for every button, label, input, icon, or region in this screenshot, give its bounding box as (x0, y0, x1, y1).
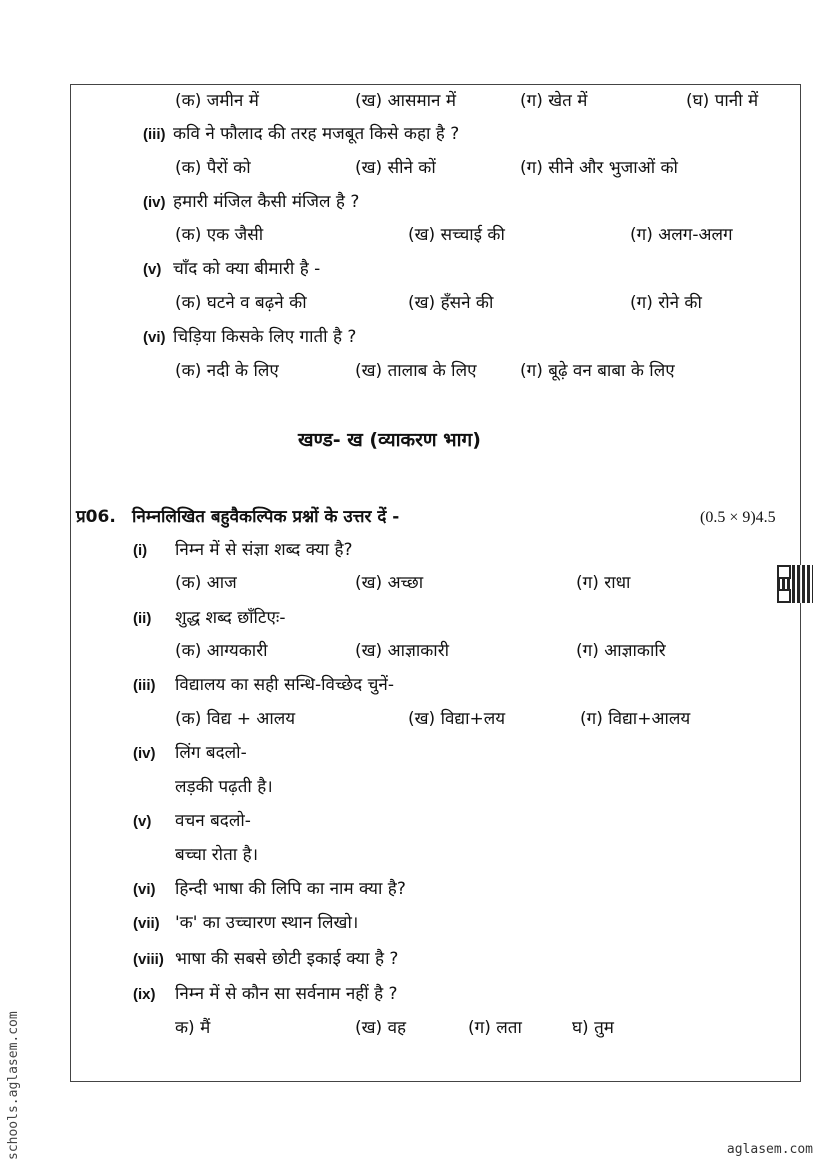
question-6-label: प्र06. (76, 507, 116, 527)
question-number: (iii) (133, 677, 156, 694)
answer-option: (ख) आज्ञाकारी (355, 641, 450, 661)
question-text: हमारी मंजिल कैसी मंजिल है ? (173, 192, 360, 212)
answer-option: (क) पैरों को (175, 158, 251, 178)
question-text: विद्यालय का सही सन्धि-विच्छेद चुनें- (175, 675, 394, 695)
answer-option: (ग) आज्ञाकारि (576, 641, 666, 661)
answer-option: (ख) हँसने की (408, 293, 494, 313)
question-text: बच्चा रोता है। (175, 845, 259, 865)
question-text: भाषा की सबसे छोटी इकाई क्या है ? (175, 949, 399, 969)
answer-option: (ग) रोने की (630, 293, 702, 313)
answer-option: (ग) अलग-अलग (630, 225, 733, 245)
answer-option: (क) घटने व बढ़ने की (175, 293, 307, 313)
answer-option: घ) तुम (572, 1018, 614, 1038)
answer-option: (घ) पानी में (686, 91, 759, 111)
question-text: शुद्ध शब्द छाँटिएः- (175, 608, 286, 628)
question-text: कवि ने फौलाद की तरह मजबूत किसे कहा है ? (173, 124, 460, 144)
answer-option: (क) विद्य + आलय (175, 709, 296, 729)
answer-option: (ख) वह (355, 1018, 407, 1038)
answer-option: (क) आग्यकारी (175, 641, 268, 661)
answer-option: (ख) सीने कों (355, 158, 436, 178)
side-watermark: schools.aglasem.com (6, 1011, 21, 1160)
answer-option: (ख) अच्छा (355, 573, 424, 593)
bottom-watermark: aglasem.com (726, 1142, 813, 1157)
question-number: (ix) (133, 986, 156, 1003)
question-number: (v) (133, 813, 152, 830)
qr-code (777, 565, 813, 603)
question-number: (viii) (133, 951, 164, 968)
question-6-text: निम्नलिखित बहुवैकल्पिक प्रश्नों के उत्तर दें - (132, 507, 400, 527)
answer-option: (ख) आसमान में (355, 91, 457, 111)
question-text: लड़की पढ़ती है। (175, 777, 273, 797)
answer-option: (ग) राधा (576, 573, 631, 593)
question-number: (ii) (133, 610, 152, 627)
question-text: लिंग बदलो- (175, 743, 247, 763)
question-number: (iv) (143, 194, 166, 211)
question-text: चाँद को क्या बीमारी है - (173, 259, 321, 279)
answer-option: (ग) सीने और भुजाओं को (520, 158, 678, 178)
question-number: (vii) (133, 915, 160, 932)
answer-option: (क) आज (175, 573, 237, 593)
question-6-marks: (0.5 × 9)4.5 (700, 509, 776, 526)
section-heading: खण्ड- ख (व्याकरण भाग) (298, 429, 481, 451)
question-text: वचन बदलो- (175, 811, 251, 831)
question-number: (v) (143, 261, 162, 278)
question-number: (iv) (133, 745, 156, 762)
answer-option: (ग) बूढ़े वन बाबा के लिए (520, 361, 675, 381)
question-text: निम्न में से संज्ञा शब्द क्या है? (175, 540, 353, 560)
answer-option: (क) एक जैसी (175, 225, 264, 245)
answer-option: (ख) विद्या+लय (408, 709, 506, 729)
answer-option: (ग) विद्या+आलय (580, 709, 691, 729)
question-number: (iii) (143, 126, 166, 143)
question-text: चिड़िया किसके लिए गाती है ? (173, 327, 357, 347)
answer-option: (क) नदी के लिए (175, 361, 279, 381)
question-text: हिन्दी भाषा की लिपि का नाम क्या है? (175, 879, 406, 899)
answer-option: (ग) लता (468, 1018, 522, 1038)
question-number: (vi) (133, 881, 156, 898)
answer-option: क) मैं (175, 1018, 211, 1038)
question-text: निम्न में से कौन सा सर्वनाम नहीं है ? (175, 984, 398, 1004)
answer-option: (ग) खेत में (520, 91, 588, 111)
answer-option: (क) जमीन में (175, 91, 259, 111)
answer-option: (ख) तालाब के लिए (355, 361, 477, 381)
answer-option: (ख) सच्चाई की (408, 225, 505, 245)
question-number: (vi) (143, 329, 166, 346)
question-number: (i) (133, 542, 148, 559)
question-text: 'क' का उच्चारण स्थान लिखो। (175, 913, 359, 933)
